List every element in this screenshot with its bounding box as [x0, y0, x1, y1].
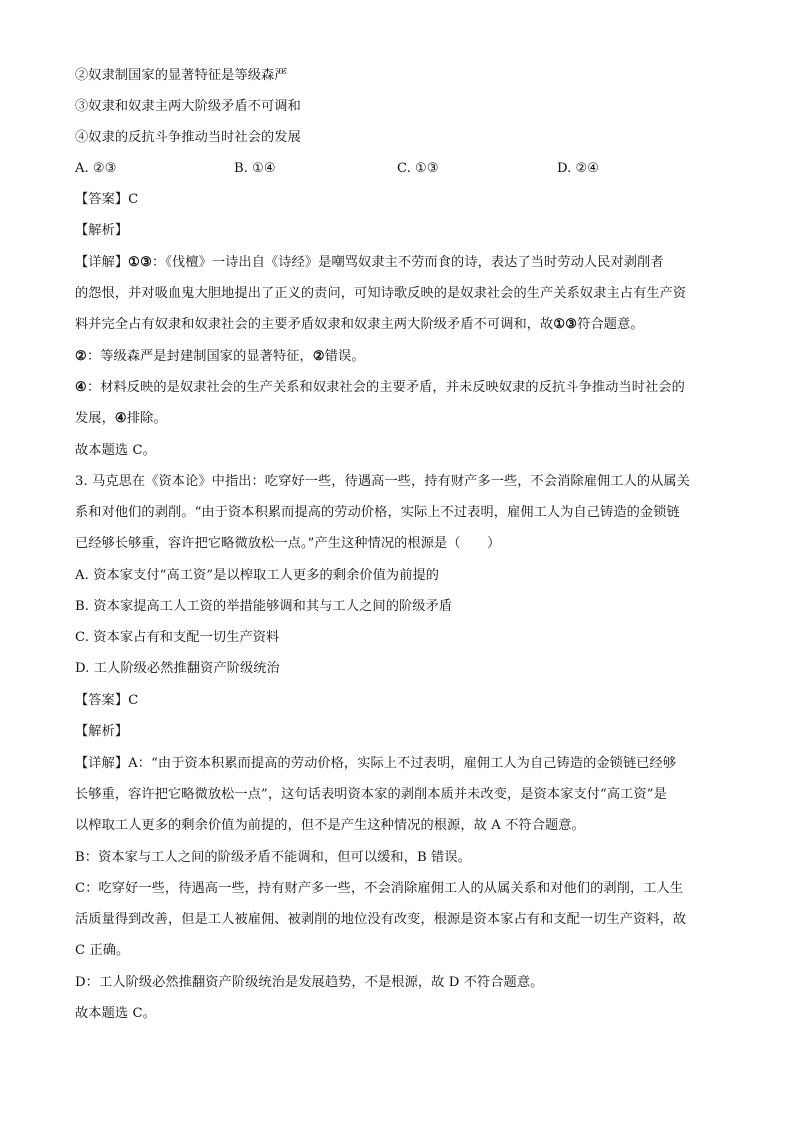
note-text: 发展， [75, 411, 115, 426]
q2-option-a: A. ②③ [75, 161, 117, 176]
q3-stem-line-1: 3. 马克思在《资本论》中指出：吃穿好一些，待遇高一些，持有财产多一些，不会消除雇佣工人的从属关 [75, 474, 691, 489]
note-text: 错误。 [324, 349, 365, 364]
detail-bold: ①③ [553, 317, 578, 332]
answer-value: C [128, 693, 139, 708]
q3-answer-line [75, 692, 138, 710]
q3-detail-c-line-3: C 正确。 [75, 943, 130, 958]
q2-analysis-tag: 【解析】 [75, 223, 129, 238]
q2-answer-line [75, 191, 138, 209]
note-text: 排除。 [126, 411, 167, 426]
detail-text: 符合题意。 [577, 317, 644, 332]
q2-conclusion: 故本题选 C。 [75, 443, 156, 458]
q2-detail-line-2: 的怨恨，并对吸血鬼大胆地提出了正义的责问，可知诗歌反映的是奴隶社会的生产关系奴隶主占有生产资 [75, 286, 687, 301]
answer-tag: 【答案】 [75, 693, 129, 708]
q2-option-d: D. ②④ [557, 161, 600, 176]
detail-text: ：《伐檀》一诗出自《诗经》是嘲骂奴隶主不劳而食的诗，表达了当时劳动人民对剥削者 [152, 255, 664, 270]
detail-text: A：“由于资本积累而提高的劳动价格，实际上不过表明，雇佣工人为自己铸造的金锁链已经够 [128, 756, 677, 771]
q2-option-c: C. ①③ [397, 161, 439, 176]
q3-stem-line-3: 已经够长够重，容许把它略微放松一点。”产生这种情况的根源是（ ） [75, 536, 501, 551]
q3-option-d: D. 工人阶级必然推翻资产阶级统治 [75, 661, 280, 676]
q2-note-4-line-1 [75, 379, 685, 397]
q3-conclusion: 故本题选 C。 [75, 1006, 156, 1021]
q3-detail-c-line-1: C：吃穿好一些，待遇高一些，持有财产多一些，不会消除雇佣工人的从属关系和对他们的剥削，工人生 [75, 881, 684, 896]
q2-note-4-line-2 [75, 410, 167, 428]
note-text: ：材料反映的是奴隶社会的生产关系和奴隶社会的主要矛盾，并未反映奴隶的反抗斗争推动当时社会的 [86, 380, 685, 395]
q3-detail-d: D：工人阶级必然推翻资产阶级统治是发展趋势，不是根源，故 D 不符合题意。 [75, 975, 544, 990]
detail-lead: ①③ [128, 255, 153, 270]
q3-detail-a-line-2: 长够重，容许把它略微放松一点”，这句话表明资本家的剥削本质并未改变，是资本家支付“高工资”是 [75, 787, 667, 802]
q3-stem-line-2: 系和对他们的剥削。“由于资本积累而提高的劳动价格，实际上不过表明，雇佣工人为自己铸造的金锁链 [75, 505, 680, 520]
q2-note-2 [75, 348, 365, 366]
q3-option-b: B. 资本家提高工人工资的举措能够调和其与工人之间的阶级矛盾 [75, 599, 453, 614]
note-bold: ④ [114, 411, 127, 426]
q3-detail-a-line-1 [75, 755, 676, 773]
q3-detail-b: B：资本家与工人之间的阶级矛盾不能调和，但可以缓和，B 错误。 [75, 850, 471, 865]
detail-tag: 【详解】 [75, 756, 129, 771]
detail-tag: 【详解】 [75, 255, 129, 270]
q3-option-c: C. 资本家占有和支配一切生产资料 [75, 630, 280, 645]
statement-4: ④奴隶的反抗斗争推动当时社会的发展 [75, 130, 301, 145]
answer-value: C [128, 192, 139, 207]
q2-detail-line-3 [75, 316, 644, 334]
answer-tag: 【答案】 [75, 192, 129, 207]
q3-analysis-tag: 【解析】 [75, 724, 129, 739]
q2-option-b: B. ①④ [234, 161, 276, 176]
statement-3: ③奴隶和奴隶主两大阶级矛盾不可调和 [75, 99, 301, 114]
note-lead: ④ [75, 380, 87, 395]
q3-option-a: A. 资本家支付“高工资”是以榨取工人更多的剩余价值为前提的 [75, 568, 440, 583]
q3-detail-a-line-3: 以榨取工人更多的剩余价值为前提的，但不是产生这种情况的根源，故 A 不符合题意。 [75, 818, 585, 833]
note-text: ：等级森严是封建制国家的显著特征， [86, 349, 313, 364]
statement-2: ②奴隶制国家的显著特征是等级森严 [75, 68, 288, 83]
q2-detail-line-1 [75, 254, 664, 272]
q3-detail-c-line-2: 活质量得到改善，但是工人被雇佣、被剥削的地位没有改变，根源是资本家占有和支配一切生产资料，故 [75, 912, 687, 927]
note-bold: ② [312, 349, 325, 364]
detail-text: 料并完全占有奴隶和奴隶社会的主要矛盾奴隶和奴隶主两大阶级矛盾不可调和，故 [75, 317, 554, 332]
note-lead: ② [75, 349, 87, 364]
